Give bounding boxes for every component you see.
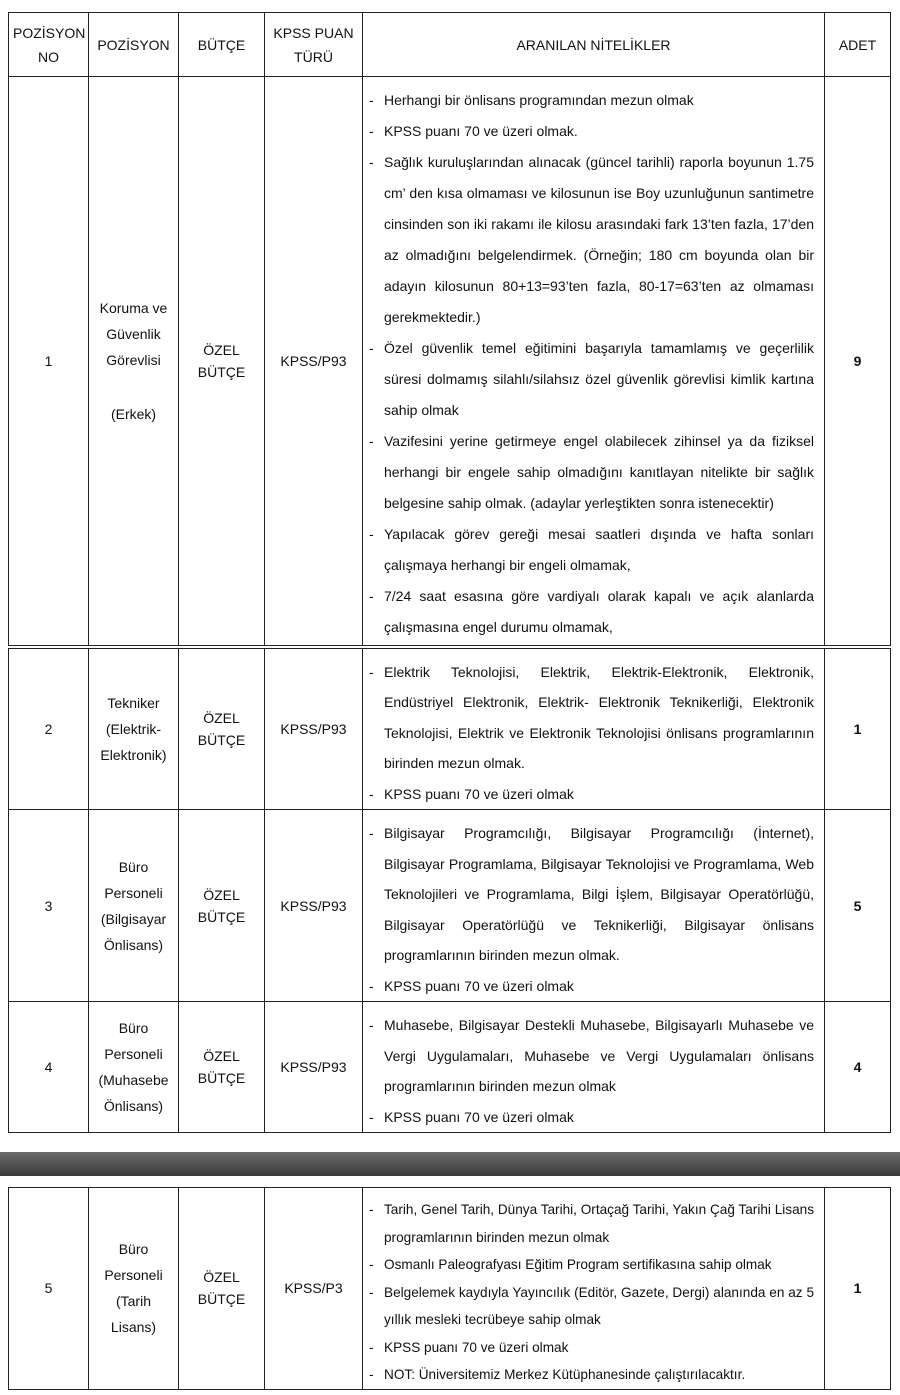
position-name xyxy=(89,810,179,1002)
requirements-list xyxy=(369,657,814,810)
table-row xyxy=(9,647,891,810)
kpss-type: KPSS/P93 xyxy=(265,810,363,1002)
position-name xyxy=(89,1002,179,1133)
requirement-item: - Sağlık kuruluşlarından alınacak (güncel tarihli) raporla boyunun 1.75 cm’ den kısa olmaması ve kilosunun ise Boy uzunluğunun santimetre cinsinden son iki rakamı ile kilosu arasındaki fark 13’ten fazla, 17’den az olmadığını belgelendirmek. (Örneğin; 180 cm boyunda olan bir adayın kilosunun 80+13=93’ten fazla, 80-17=63’ten az olmaması gerekmektedir.) xyxy=(369,147,814,333)
budget-line: ÖZEL xyxy=(203,341,240,358)
requirements-cell xyxy=(363,77,825,647)
kpss-type: KPSS/P93 xyxy=(265,77,363,647)
requirement-item: - Belgelemek kaydıyla Yayıncılık (Editör, Gazete, Dergi) alanında en az 5 yıllık mesleki tecrübeye sahip olmak xyxy=(369,1279,814,1334)
count-cell: 1 xyxy=(825,647,891,810)
requirement-item: - KPSS puanı 70 ve üzeri olmak xyxy=(369,1102,814,1133)
requirements-cell xyxy=(363,810,825,1002)
position-line: Önlisans) xyxy=(103,936,164,953)
position-line: Güvenlik xyxy=(106,325,161,342)
requirements-list xyxy=(369,1196,814,1389)
kpss-type: KPSS/P93 xyxy=(265,647,363,810)
position-line: (Tarih xyxy=(115,1293,151,1310)
position-line: Büro xyxy=(118,1241,149,1258)
requirements-cell xyxy=(363,1002,825,1133)
header-row xyxy=(9,13,891,77)
position-line: Görevlisi xyxy=(106,351,161,368)
kpss-type: KPSS/P3 xyxy=(265,1188,363,1390)
position-name xyxy=(89,1188,179,1390)
position-no: 3 xyxy=(9,810,89,1002)
requirements-cell xyxy=(363,647,825,810)
requirement-item: - KPSS puanı 70 ve üzeri olmak xyxy=(369,971,814,1002)
requirements-list xyxy=(369,1010,814,1132)
kpss-type: KPSS/P93 xyxy=(265,1002,363,1133)
position-no: 4 xyxy=(9,1002,89,1133)
requirement-item: - Vazifesini yerine getirmeye engel olabilecek zihinsel ya da fiziksel herhangi bir engele sahip olmadığını kanıtlayan nitelikte bir sağlık belgesine sahip olmak. (adaylar yerleştikten sonra istenecektir) xyxy=(369,426,814,519)
requirement-item: - KPSS puanı 70 ve üzeri olmak xyxy=(369,1334,814,1362)
requirements-list xyxy=(369,85,814,643)
position-line: Büro xyxy=(118,1020,149,1036)
positions-table xyxy=(8,12,891,1133)
position-line: (Muhasebe xyxy=(98,1072,169,1088)
table-row xyxy=(9,1002,891,1133)
position-line: Tekniker xyxy=(107,694,160,711)
position-line: Personeli xyxy=(104,1267,163,1284)
requirements-list xyxy=(369,818,814,1001)
requirement-item: - Muhasebe, Bilgisayar Destekli Muhasebe, Bilgisayarlı Muhasebe ve Vergi Uygulamaları, Muhasebe ve Vergi Uygulamaları önlisans programlarının birinden mezun olmak xyxy=(369,1010,814,1102)
position-line: Büro xyxy=(118,858,149,875)
requirement-item: - Tarih, Genel Tarih, Dünya Tarihi, Ortaçağ Tarihi, Yakın Çağ Tarihi Lisans programlarının birinden mezun olmak xyxy=(369,1196,814,1251)
table-row xyxy=(9,810,891,1002)
requirement-item: - Yapılacak görev gereği mesai saatleri dışında ve hafta sonları çalışmaya herhangi bir engeli olmamak, xyxy=(369,519,814,581)
requirement-item: - Herhangi bir önlisans programından mezun olmak xyxy=(369,85,814,116)
position-line: Personeli xyxy=(104,884,163,901)
count-cell: 9 xyxy=(825,77,891,647)
header-position-no: POZİSYON NO xyxy=(9,13,89,77)
budget-line: BÜTÇE xyxy=(197,1070,246,1086)
requirements-cell xyxy=(363,1188,825,1390)
table-row xyxy=(9,1188,891,1390)
position-line: Koruma ve xyxy=(99,299,168,316)
header-budget: BÜTÇE xyxy=(179,13,265,77)
requirement-item: - Özel güvenlik temel eğitimini başarıyla tamamlamış ve geçerlilik süresi dolmamış silahlı/silahsız özel güvenlik görevlisi kimlik kartına sahip olmak xyxy=(369,333,814,426)
budget-line: BÜTÇE xyxy=(197,363,246,380)
table-row xyxy=(9,77,891,647)
header-count: ADET xyxy=(825,13,891,77)
position-line: (Erkek) xyxy=(110,405,157,422)
position-no: 1 xyxy=(9,77,89,647)
budget-line: BÜTÇE xyxy=(197,908,246,925)
position-line: Önlisans) xyxy=(103,1098,164,1114)
budget-line: ÖZEL xyxy=(203,709,240,726)
budget-line: BÜTÇE xyxy=(197,1291,246,1308)
budget-cell xyxy=(179,647,265,810)
requirement-item: - 7/24 saat esasına göre vardiyalı olarak kapalı ve açık alanlarda çalışmasına engel durumu olmamak, xyxy=(369,581,814,643)
position-line: (Elektrik- xyxy=(105,720,162,737)
count-cell: 4 xyxy=(825,1002,891,1133)
budget-line: ÖZEL xyxy=(203,886,240,903)
position-line: Lisans) xyxy=(110,1319,157,1336)
position-name xyxy=(89,647,179,810)
header-position: POZİSYON xyxy=(89,13,179,77)
requirement-item: - NOT: Üniversitemiz Merkez Kütüphanesinde çalıştırılacaktır. xyxy=(369,1361,814,1389)
position-no: 5 xyxy=(9,1188,89,1390)
budget-line: BÜTÇE xyxy=(197,731,246,748)
page-separator xyxy=(0,1152,900,1176)
header-kpss-type: KPSS PUAN TÜRÜ xyxy=(265,13,363,77)
budget-cell xyxy=(179,1188,265,1390)
budget-cell xyxy=(179,810,265,1002)
count-cell: 5 xyxy=(825,810,891,1002)
count-cell: 1 xyxy=(825,1188,891,1390)
budget-line: ÖZEL xyxy=(203,1048,240,1064)
position-line: Personeli xyxy=(104,1046,163,1062)
requirement-item: - Osmanlı Paleografyası Eğitim Program sertifikasına sahip olmak xyxy=(369,1251,814,1279)
requirement-item: - Bilgisayar Programcılığı, Bilgisayar Programcılığı (İnternet), Bilgisayar Programlama, Bilgisayar Teknolojisi ve Programlama, Web Teknolojileri ve Programlama, Bilgi İşlem, Bilgisayar Operatörlüğü, Bilgisayar Operatörlüğü ve Teknikerliği, Bilgisayar önlisans programlarının birinden mezun olmak. xyxy=(369,818,814,971)
requirement-item: - KPSS puanı 70 ve üzeri olmak. xyxy=(369,116,814,147)
position-name xyxy=(89,77,179,647)
header-requirements: ARANILAN NİTELİKLER xyxy=(363,13,825,77)
requirement-item: - Elektrik Teknolojisi, Elektrik, Elektrik-Elektronik, Elektronik, Endüstriyel Elektronik, Elektrik- Elektronik Teknikerliği, Elektronik Teknolojisi, Elektrik ve Elektronik Teknolojisi önlisans programlarının birinden mezun olmak. xyxy=(369,657,814,779)
budget-cell xyxy=(179,1002,265,1133)
requirement-item: - KPSS puanı 70 ve üzeri olmak xyxy=(369,779,814,810)
budget-line: ÖZEL xyxy=(203,1269,240,1286)
budget-cell xyxy=(179,77,265,647)
position-line: (Bilgisayar xyxy=(100,910,167,927)
positions-table-continued xyxy=(8,1187,891,1390)
position-no: 2 xyxy=(9,647,89,810)
position-line: Elektronik) xyxy=(100,746,167,763)
